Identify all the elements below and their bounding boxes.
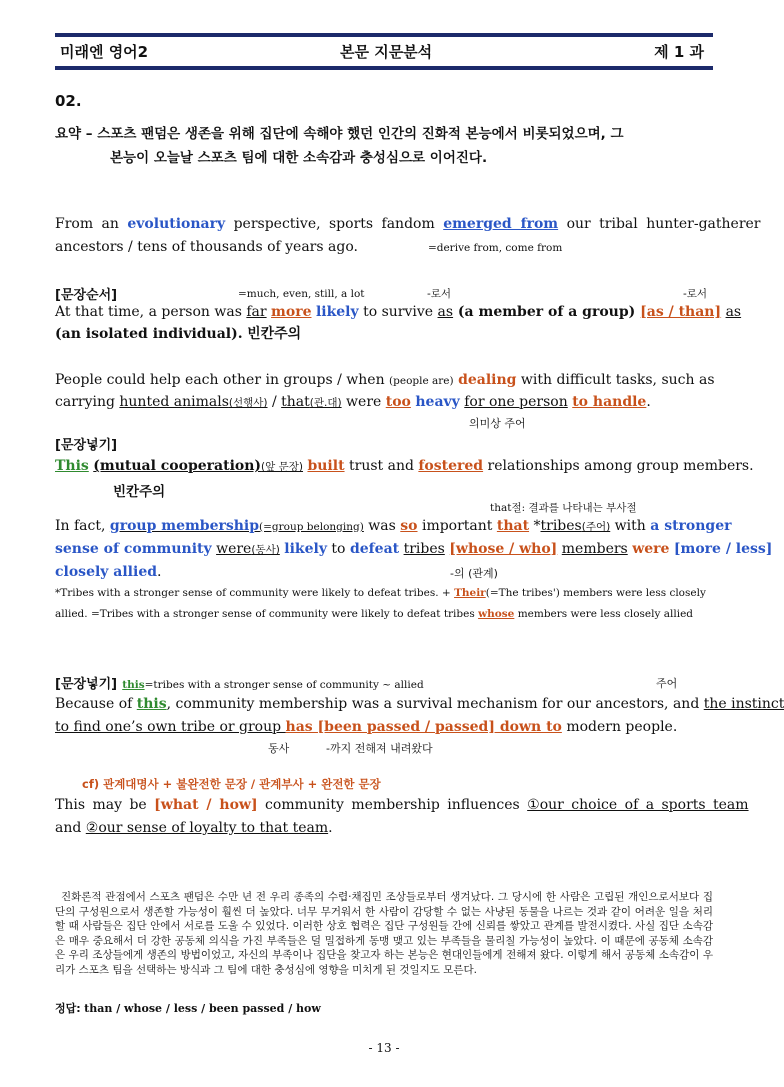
answer-value: than / whose / less / been passed / how xyxy=(84,1002,321,1015)
s1-note: =derive from, come from xyxy=(427,242,563,254)
s2-c: (a member of a group) xyxy=(453,304,641,320)
s3-that: that xyxy=(281,394,310,410)
s3-h: . xyxy=(646,394,651,410)
s5-note-top: that절: 결과를 나타내는 부사절 xyxy=(490,502,637,514)
s3-heavy: heavy xyxy=(415,394,460,410)
s7-line1 xyxy=(55,795,749,815)
header-bottom-rule xyxy=(55,66,713,70)
s2-likely: likely xyxy=(315,304,359,320)
s3-for-one-person: for one person xyxy=(464,394,568,410)
s3-hunted-note: (선행사) xyxy=(228,397,268,409)
s3-b: with difficult tasks, such as xyxy=(516,372,715,388)
s7-what-how: [what / how] xyxy=(154,797,258,813)
s2-note-much: =much, even, still, a lot xyxy=(238,288,365,300)
s5-line2 xyxy=(55,539,773,560)
s6-line1 xyxy=(55,694,784,714)
cf-note: cf) 관계대명사 + 불완전한 문장 / 관계부사 + 완전한 문장 xyxy=(82,777,381,791)
s7-choice: ①our choice of a sports team xyxy=(527,797,749,813)
s5-were1: were xyxy=(216,541,252,557)
s5-line1 xyxy=(55,516,732,537)
s5-note1 xyxy=(55,587,706,599)
s1-line1 xyxy=(55,214,761,234)
s3-line1 xyxy=(55,370,715,391)
s6-this-note2: =tribes with a stronger sense of community ~ allied xyxy=(144,679,424,691)
header-center: 본문 지문분석 xyxy=(340,43,433,61)
s2-line2a: (an isolated individual). xyxy=(55,326,243,342)
s3-that-note: (관.대) xyxy=(309,397,342,409)
s5-whose-bracket: [whose / who] xyxy=(449,541,558,557)
s5-n1b: (=The tribes') xyxy=(485,587,560,599)
summary-line1 xyxy=(55,122,624,142)
s5-so: so xyxy=(400,518,418,534)
s2-bracket: [as / than] xyxy=(640,304,722,320)
s5-likely: likely xyxy=(284,541,327,557)
s1-evolutionary: evolutionary xyxy=(127,216,226,232)
s7-loyalty: ②our sense of loyalty to that team xyxy=(85,820,329,836)
s5-their: Their xyxy=(454,587,486,599)
s2-far: far xyxy=(246,304,267,320)
s2-b: to survive xyxy=(358,304,438,320)
s6-this-note: this xyxy=(122,679,145,691)
s5-d: * xyxy=(529,518,541,534)
answer-line xyxy=(55,1000,321,1016)
s4-tag: [문장넣기] xyxy=(55,438,118,453)
s4-mutual-note: (앞 문장) xyxy=(261,461,304,473)
s4-blank-warning: 빈칸주의 xyxy=(113,484,166,500)
header-left: 미래엔 영어2 xyxy=(60,43,149,61)
s6-line2 xyxy=(55,717,715,737)
s3-e: were xyxy=(341,394,386,410)
s6-d: modern people. xyxy=(561,719,678,735)
s5-tribes-note: (주어) xyxy=(581,521,611,533)
s5-note2 xyxy=(55,608,693,620)
s4-fostered: fostered xyxy=(418,458,484,474)
passage-number: 02. xyxy=(55,92,82,110)
s5-b: was xyxy=(363,518,401,534)
s2-as2: as xyxy=(725,304,742,320)
s6-c: to find one’s own tribe or group xyxy=(55,719,286,735)
s1-emerged-from: emerged from xyxy=(443,216,559,232)
s5-n2a: allied. =Tribes with a stronger sense of community were likely to defeat tribes xyxy=(55,608,479,620)
s5-l3b: . xyxy=(157,564,162,580)
s2-more: more xyxy=(271,304,312,320)
s3-hunted: hunted animals xyxy=(119,394,229,410)
s5-members: members xyxy=(561,541,628,557)
answer-label: 정답: xyxy=(55,1002,81,1015)
s5-n2b: members were less closely allied xyxy=(514,608,694,620)
s3-people-are: (people are) xyxy=(389,375,454,387)
summary-text1: 스포츠 팬덤은 생존을 위해 집단에 속해야 했던 인간의 진화적 본능에서 비롯되었으며, 그 xyxy=(97,126,624,142)
s6-passed-bracket: has [been passed / passed] down to xyxy=(285,719,562,735)
s4-line1 xyxy=(55,456,754,477)
s6-subject-note: 주어 xyxy=(656,677,678,690)
s3-note: 의미상 주어 xyxy=(469,417,526,430)
s2-line1 xyxy=(55,302,742,322)
s4-mutual: (mutual cooperation) xyxy=(93,458,262,474)
s7-line2 xyxy=(55,818,715,838)
s6-note-verb: 동사 xyxy=(268,742,290,755)
page-number: - 13 - xyxy=(368,1041,400,1055)
s2-a: At that time, a person was xyxy=(55,304,247,320)
s5-c: important xyxy=(417,518,497,534)
translation: 진화론적 관점에서 스포츠 팬덤은 수만 년 전 우리 종족의 수렵·채집민 조상들로부터 생겨났다. 그 당시에 한 사람은 고립된 개인으로서보다 집단의 구성원으로서 생존할 가능성이 훨씬 더 높았다. 너무 무거워서 한 사람이 감당할 수 없는 사냥된 동물을 나르는 것과 같이 어려운 일을 처리할 때 사람들은 집단 안에서 서로를 도울 수 있었다. 이러한 상호 협력은 집단 구성원들 간에 신뢰를 쌓았고 관계를 발전시켰다. 사실 집단 소속감은 매우 중요해서 더 강한 공동체 의식을 가진 부족들은 덜 밀접하게 동맹 맺고 있는 부족들을 물리칠 가능성이 높았다. 이 때문에 공동체 소속감은 우리 조상들에게 생존의 방법이었고, 자신의 부족이나 집단을 찾고자 하는 본능은 현대인들에게 전해져 왔다. 이렇게 해서 공동체 소속감이 우리가 스포츠 팀을 선택하는 방식과 그 팀에 대한 충성심에 영향을 미치게 된 것일지도 모른다. xyxy=(55,891,713,976)
s5-were2: were xyxy=(632,541,670,557)
s2-tag: [문장순서] xyxy=(55,288,118,303)
s5-note-rel: -의 (관계) xyxy=(450,567,498,580)
s6-instinct: the instinct xyxy=(703,696,784,712)
s2-note-as2: -로서 xyxy=(683,288,708,300)
s6-tag: [문장넣기] xyxy=(55,677,118,692)
s5-gm-note: (=group belonging) xyxy=(259,521,364,533)
s3-dealing: dealing xyxy=(458,372,517,388)
s2-line2 xyxy=(55,324,715,344)
s3-a: People could help each other in groups / when xyxy=(55,372,390,388)
s5-closely-allied: closely allied xyxy=(55,564,158,580)
s2-as1: as xyxy=(437,304,454,320)
s4-a: trust and xyxy=(344,458,419,474)
s6-note-down: -까지 전해져 내려왔다 xyxy=(326,742,433,755)
s3-to-handle: to handle xyxy=(572,394,647,410)
s3-c: carrying xyxy=(55,394,120,410)
s5-that: that xyxy=(496,518,530,534)
s5-group-membership: group membership xyxy=(109,518,260,534)
s4-built: built xyxy=(307,458,345,474)
s7-period: . xyxy=(328,820,333,836)
s1-c: our tribal hunter-gatherer xyxy=(558,216,761,232)
s6-a: Because of xyxy=(55,696,137,712)
s1-line2 xyxy=(55,237,715,258)
s7-b: community membership influences xyxy=(257,797,528,813)
s1-a: From an xyxy=(55,216,128,232)
s6-this: this xyxy=(136,696,167,712)
s5-e: with xyxy=(610,518,651,534)
s5-were1-note: (동사) xyxy=(251,544,280,556)
s5-tribes: tribes xyxy=(540,518,582,534)
s6-tag-line xyxy=(55,673,424,692)
s7-a: This may be xyxy=(55,797,155,813)
s5-n1a: *Tribes with a stronger sense of community were likely to defeat tribes. + xyxy=(55,587,455,599)
s1-line2-text: ancestors / tens of thousands of years ago. xyxy=(55,239,358,255)
s5-n1c: members were less closely xyxy=(559,587,706,599)
s5-stronger: a stronger xyxy=(650,518,732,534)
page-header xyxy=(60,41,708,65)
s5-whose2: whose xyxy=(478,608,515,620)
s5-more-less-bracket: [more / less] xyxy=(673,541,773,557)
summary-label: 요약 – xyxy=(55,126,93,142)
s5-defeat: defeat xyxy=(349,541,400,557)
s5-line3 xyxy=(55,562,715,582)
s4-b: relationships among group members. xyxy=(483,458,754,474)
header-right: 제 1 과 xyxy=(654,43,704,61)
s4-this: This xyxy=(55,458,89,474)
s1-b: perspective, sports fandom xyxy=(225,216,444,232)
s6-b: , community membership was a survival mechanism for our ancestors, and xyxy=(166,696,704,712)
s3-line2 xyxy=(55,392,715,413)
s2-blank-warning: 빈칸주의 xyxy=(247,326,302,342)
s3-too: too xyxy=(385,394,411,410)
header-top-rule xyxy=(55,33,713,37)
s5-a: In fact, xyxy=(55,518,110,534)
s5-sense-of-community: sense of community xyxy=(55,541,212,557)
s5-l2b: to xyxy=(326,541,350,557)
summary-line2: 본능이 오늘날 스포츠 팀에 대한 소속감과 충성심으로 이어진다. xyxy=(110,150,488,166)
s5-tribes2: tribes xyxy=(403,541,445,557)
s3-d: / xyxy=(267,394,282,410)
s2-note-as1: -로서 xyxy=(427,288,452,300)
s7-and: and xyxy=(55,820,86,836)
